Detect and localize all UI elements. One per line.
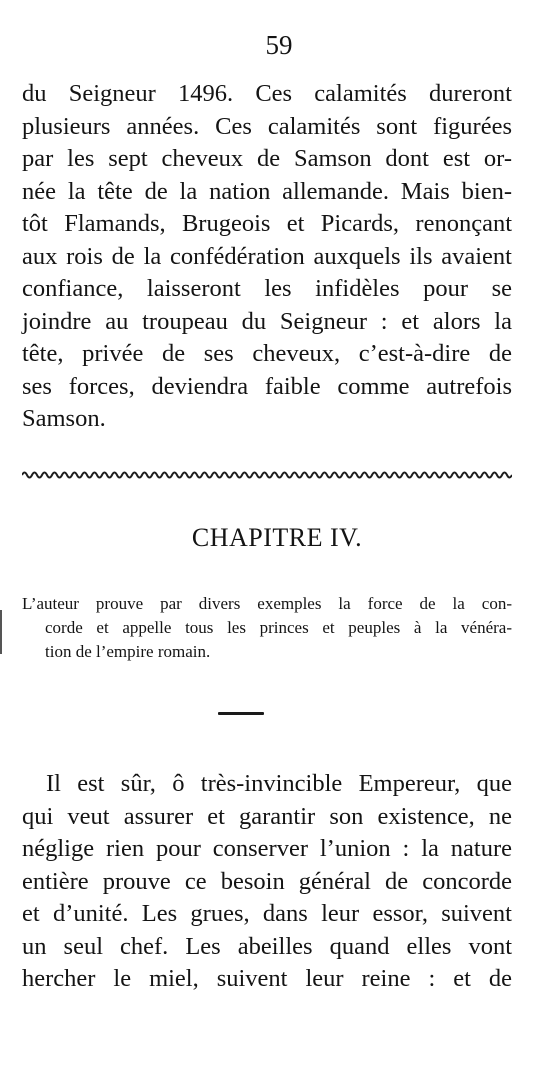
page-number: 59: [265, 30, 293, 60]
text-line: joindre au troupeau du Seigneur : et alors la: [22, 307, 512, 335]
text-line: par les sept cheveux de Samson dont est or-: [22, 145, 512, 172]
summary-line: corde et appelle tous les princes et peuples à la vénéra-: [45, 618, 512, 637]
margin-mark: [0, 610, 2, 654]
chapter-title: CHAPITRE IV.: [191, 523, 363, 552]
text-line: et d’unité. Les grues, dans leur essor, suivent: [22, 900, 512, 927]
text-line: ses forces, deviendra faible comme autrefois: [22, 372, 512, 400]
text-line: confiance, laisseront les infidèles pour se: [22, 275, 512, 302]
text-line: née la tête de la nation allemande. Mais bien-: [22, 177, 512, 205]
text-line: aux rois de la confédération auxquels ils avaient: [22, 242, 512, 270]
text-line: néglige rien pour conserver l’union : la nature: [22, 835, 512, 862]
paragraph-body: [22, 768, 512, 996]
text-line: du Seigneur 1496. Ces calamités dureront: [22, 80, 512, 107]
chapter-summary: [22, 592, 512, 664]
section-divider: [218, 712, 264, 715]
text-line: tête, privée de ses cheveux, c’est-à-dire de: [22, 340, 512, 367]
text-line: un seul chef. Les abeilles quand elles vont: [22, 932, 512, 960]
text-line: Il est sûr, ô très-invincible Empereur, que: [46, 770, 512, 797]
text-line: hercher le miel, suivent leur reine : et de: [22, 965, 512, 992]
paragraph-continuation: [22, 78, 512, 436]
text-line: Samson.: [22, 405, 106, 432]
summary-line: L’auteur prouve par divers exemples la force de la con-: [22, 594, 512, 613]
text-line: qui veut assurer et garantir son existence, ne: [22, 802, 512, 830]
decorative-wavy-rule: [22, 468, 512, 482]
text-line: plusieurs années. Ces calamités sont figurées: [22, 112, 512, 140]
summary-line: tion de l’empire romain.: [45, 642, 211, 661]
text-line: tôt Flamands, Brugeois et Picards, renonçant: [22, 210, 512, 237]
text-line: entière prouve ce besoin général de concorde: [22, 867, 512, 895]
